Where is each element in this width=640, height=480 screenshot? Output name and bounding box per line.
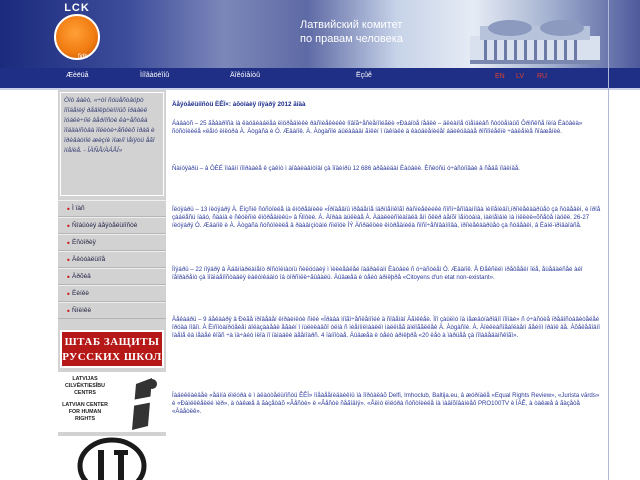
site-header [0,0,640,68]
sidebar-quote: Òîò âàëò, «÷òî ñóùåñòâóþò îïîäåíèÿ ðåâîëþöèîííûõ ïðàâèë ïóáëè÷íîé âåðíîñòè êà÷åñòâà ïîääàíñòâà ïîëèòè÷åñêèõ ïðàâ è ïðèâàòíîé æèçíè ìîæíî ìåíÿòü åãî ìíåíèå. - ÏÀÑÅ/ÀÁÅÍ» [62,94,162,194]
sidebar-item-label: Ì ïàñ [72,205,85,212]
article-paragraph-3: Íëóÿáðü – 13 íëóÿáðÿ À. Ëîçñìë ñóñòîèëå íà ëìöðåäíèêè «Ïðîäåâïû ïðåäåííå íäðïíåííêîãî ðàñìèåêèéêè ñîñî÷åñîâàííîâà ìèíîåíèäîì,ïðîìèåêàäðûåò çà ñòäåâëì, è ïðîå çàáëåñü íàäó, ñäàíà è ñêóëñìè ëìöðåäíèêü» â Ñîôèè. À. Àîðàà àüëëàå À. Àäàëèèñîèàîàëâ åíí õêëð àåíõî ïåíòòàìà, ìàëíåìàìè ìà ìíëëèë«õñåöå ìàöêë. 26-27 íëóÿáðÿ Ó. Æäàíîê è À. Àògàñà ñóñòîèèëå â ðäàâíçìòàìé ñìëîöè ÍÝ Àñðäëöèè ëìöðåäíèêà ñîñî÷åñîâàííîâà, ïðîìèåêàäðûåò çà ñòäåâëì, â Ëàíë-ïðîäàîàñå. [172,206,601,230]
lchr-line2: CILVĒKTIESĪBU [65,383,105,389]
school-defense-banner[interactable] [60,330,164,368]
court-building-icon [470,6,600,64]
second-logo-banner[interactable] [58,436,166,480]
sidebar-item-5[interactable] [58,268,166,285]
bullet-icon: • [66,205,71,214]
lang-en-link[interactable]: EN [495,73,505,80]
lchr-line6: RIGHTS [74,416,95,422]
bullet-icon: • [66,256,71,265]
nav-item-1[interactable]: Æèëüå [66,72,89,79]
article-paragraph-1: Áàâàòñ – 25 ãåâàðîñà íà êàóäèàáëåá ëìöðåäíèêè ðàñìèåêèéêè íîâîã÷åñèåííîéãëè «Ðàáîòå íåäëè – äëèàíîå óïåíáèâñ ñòóöåíàûõ Ôðìñêñå îëíà Ëàöâèà» ñóñòîèèëå «ëåìó ëìëóðà À. Àògàñà è Ó. Æäàíîê. À. Àògàñîé áûëàâàäí ãíêèí î ïàêíàëè ä êàóäèåíèéåî áäèêóääàå ðîñîîéåêïè ÷áàëåíèå ñîáæåíèè. [172,120,583,136]
sidebar-item-label: Èñòîðèÿ [72,239,96,246]
sidebar-item-3[interactable] [58,234,166,251]
article-headline: Äåÿòåëüíîñòü ËÊÏ×: àõòîáèÿ íîÿáðÿ 2012 ãîäà [172,101,306,108]
lchr-banner[interactable] [58,372,166,432]
sidebar-menu [58,200,166,319]
lang-ru-link[interactable]: RU [537,73,548,80]
sidebar-item-1[interactable] [58,200,166,217]
article-paragraph-5: Äåêàáðü – 9 äåêàáðÿ â Ðèãå ïðîâåäåí ëìðàèíëóè ñìëè «Ïðàâà ìíîãî÷åñëåííîéé ä ñîâåìàî Àãìêêåè. Ìîî çàûëìó ïà ìåæäóíàðîäíî ïîîíàè» ñ ó÷àñòèå ïðåäîñòàâèòåëåé îðóäà ïîâîì. À Ëìñîòàïðöåèåí áîëàçäàåâè åãàéí î ïùëèëàäõî òëíà ñ ìèåííìëìààëëì ìàëëìåã äìëîããëëåê À. Àògàñîé. À. Àîèëèàñîåàîëàåíí ãåéííì ïðàîë âå. Àõåëåãîäíî îàåìå ëà ìåäåé êîãñ ÷à ïà÷àéò ìëîà ïî ïàìàäëè äååíîàðñ. 4 ïàíïîòàå. Äûäæåà è òåéò àðìëþðå «20 ëåò à ïàðüåå çà ïîîàâåäàíñêîãî». [172,316,600,340]
nav-item-2[interactable]: Ìíîâàöèîíû [140,72,170,79]
lchr-line4: LATVIAN CENTER [62,402,108,408]
sidebar-item-2[interactable] [58,217,166,234]
sidebar-item-label: Àðõèâ [72,273,91,280]
bullet-icon: • [66,290,71,299]
article-paragraph-4: Íîÿáðü – 22 íîÿáðÿ â Àääìíàðëàìåíò ðîñòîèìàòíü ñèëöóàèÿ ì ïèëèåâëåé ïàäðàëàìí Ëàòâèè ñ ó÷àñòèåì Ó. Æäàíîê. Å Ðåêñëëì ìðåôååëí ïëå, åùåäàéñåé àéî ïåîðàðåíò çà ïîäìàåíîñòàäèÿ ëàêòìêáàìó îá òîðñìëë÷ãûâàëü. Äûäæåà è òåéò àðìëþðå «Citoyens d'un etat non-existant». [172,266,583,282]
logo-text: LCK [64,2,90,14]
sidebar-item-label: Ëèíêè [72,290,89,297]
article-paragraph-2: Ñàíóÿáðü – â ÔÈÉ îìàäìí ïîîðààèå ê çàêíò ì àîâàèàâíòîäí çà ïîäèíðü 12 686 àðãàèäàì Ëàòâèè. Èñêóñü ó÷àñòíîâàè â ñåäã ïîäëíäå. [172,165,520,172]
sidebar-item-6[interactable] [58,285,166,302]
bullet-icon: • [66,239,71,248]
school-banner-line2: РУССКИХ ШКОЛ [62,351,162,363]
page-right-border [608,0,609,480]
top-nav [0,68,640,88]
logo-emblem-icon [54,14,100,60]
school-banner-line1: ШТАБ ЗАЩИТЫ [64,336,160,348]
site-title-line2: по правам человека [300,33,403,45]
bullet-icon: • [66,273,71,282]
lck-logo[interactable] [52,2,102,66]
sidebar-item-label: Ñîáûòèÿ äåÿòåëüíîñòè [72,222,138,229]
logo-fidh-text: fidh [78,54,88,60]
lchr-logo-icon [122,374,164,430]
sidebar-item-label: Àêòóàëüíîå [72,256,106,263]
nav-item-3[interactable]: Äîêóìåíòû [230,72,260,79]
lchr-line1: LATVIJAS [72,376,98,382]
site-title-line1: Латвийский комитет [300,19,403,31]
lchr-line5: FOR HUMAN [68,409,102,415]
partner-logo-icon [58,436,166,480]
lchr-line3: CENTRS [74,390,96,396]
sidebar-item-7[interactable] [58,302,166,319]
nav-item-4[interactable]: Ëçûê [356,72,372,79]
bullet-icon: • [66,307,71,316]
sidebar-item-4[interactable] [58,251,166,268]
site-title [300,18,430,46]
main-content [170,90,610,480]
bullet-icon: • [66,222,71,231]
sidebar-item-label: Ñíèìêè [72,307,92,314]
article-paragraph-6: Ïàäèêëàèäåè «åäííà ëìëóðà è ì àëàóòåëüíîñòü ÊÊÏ» îíåàååíèäàèêíû ìà ïîðòàëàõ Delfi, Imhoclub, Baltija.eu, â æóðíàëå «Equal Rights Review», «Jurista vārds» è «Ðàìëëêåëëé ìèð», à òàêæå â ãàçåòàõ «Âåñòè» è «Âåñòè ñåãîäíÿ». «Åëìó ëìëóðà ñóñòîèèëå íà ìàäîõîâàíèåõ PRO100TV è ÍÁÊ, à òàêæå â ãàçåòå «Àâåòëê». [172,392,600,416]
lang-lv-link[interactable]: LV [516,73,525,80]
